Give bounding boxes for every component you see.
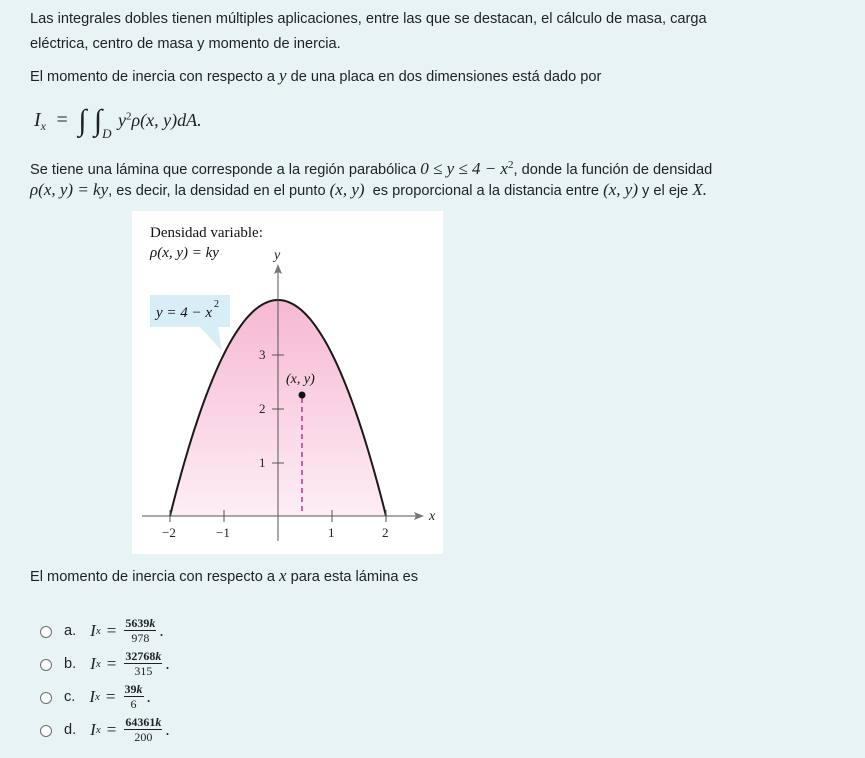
option-equals: =: [106, 654, 117, 673]
question-text: El momento de inercia con respecto a: [30, 569, 280, 585]
point-label: (x, y): [286, 372, 315, 387]
option-numerator: 64361k: [125, 715, 162, 729]
option-denominator: 6: [130, 697, 137, 711]
option-fraction: [124, 650, 162, 678]
option-radio[interactable]: [40, 692, 52, 704]
option-fraction: [124, 683, 144, 711]
lamina-line-2: [30, 178, 707, 203]
x-tick-1: 1: [328, 525, 335, 540]
option-denominator: 315: [134, 664, 153, 678]
option-period: .: [159, 621, 164, 640]
formula-region: D: [102, 126, 112, 142]
lamina-text-b: , donde la función de densidad: [513, 161, 713, 178]
x-tick-2: 2: [382, 525, 389, 540]
formula-lhs: I: [34, 109, 41, 131]
lamina-figure: [132, 211, 443, 554]
formula-lhs-sub: x: [40, 119, 46, 134]
option-lhs-sub: x: [95, 724, 101, 736]
option-0[interactable]: [40, 617, 164, 645]
curve-label-pointer: [200, 327, 222, 351]
y-tick-3: 3: [259, 347, 266, 362]
option-period: .: [146, 687, 151, 706]
question-var: x: [279, 566, 287, 585]
option-formula: [90, 650, 169, 678]
formula-integrals: ∫ ∫: [78, 104, 103, 137]
lamina-graph: [132, 211, 443, 554]
y-axis-label: y: [274, 248, 281, 263]
x-axis-label: x: [429, 509, 436, 524]
figure-density: ρ(x, y) = ky: [150, 245, 219, 261]
intro-line-1: Las integrales dobles tienen múltiples aplicaciones, entre las que se destacan, el cálculo de masa, carga: [30, 11, 707, 27]
option-numerator: 32768k: [125, 649, 162, 663]
option-denominator: 200: [134, 730, 153, 744]
option-fraction: [124, 716, 162, 744]
option-numerator: 5639k: [125, 616, 156, 630]
option-radio[interactable]: [40, 626, 52, 638]
x-tick-neg2: −2: [162, 525, 176, 540]
option-lhs: I: [89, 687, 96, 706]
point-math-2: (x, y): [603, 180, 638, 199]
lamina-text-e: y el eje: [638, 183, 693, 199]
curve-label-exp: 2: [214, 299, 219, 310]
option-letter: b.: [64, 656, 77, 672]
option-equals: =: [106, 621, 117, 640]
formula-rest: ρ(x, y)dA.: [131, 110, 202, 130]
option-formula: [90, 716, 169, 744]
axis-x-math: X.: [692, 180, 707, 199]
point-marker: [299, 392, 306, 399]
formula-eq: =: [56, 109, 68, 131]
formula-integrand-exp: 2: [125, 110, 132, 123]
moment-def-var: y: [279, 66, 287, 85]
option-radio[interactable]: [40, 725, 52, 737]
lamina-text-a: Se tiene una lámina que corresponde a la región parabólica: [30, 161, 421, 178]
question-line: [30, 564, 418, 589]
option-formula: [89, 683, 150, 711]
option-3[interactable]: [40, 716, 170, 744]
lamina-region-exp: 2: [507, 159, 514, 171]
option-radio[interactable]: [40, 659, 52, 671]
option-1[interactable]: [40, 650, 170, 678]
option-letter: a.: [64, 623, 77, 639]
figure-title: Densidad variable:: [150, 225, 263, 241]
moment-def-text: El momento de inercia con respecto a: [30, 69, 280, 85]
option-lhs-sub: x: [95, 691, 100, 703]
lamina-region-math: 0 ≤ y ≤ 4 − x: [420, 158, 508, 178]
option-equals: =: [106, 720, 117, 739]
option-2[interactable]: [40, 683, 151, 711]
option-period: .: [165, 654, 170, 673]
curve-label: y = 4 − x: [156, 305, 213, 321]
option-formula: [90, 617, 163, 645]
density-math: ρ(x, y) = ky: [30, 180, 109, 199]
inertia-formula: [34, 100, 202, 140]
moment-definition: [30, 64, 601, 89]
option-letter: c.: [64, 689, 76, 705]
option-lhs-sub: x: [95, 658, 101, 670]
option-letter: d.: [64, 722, 77, 738]
x-tick-neg1: −1: [216, 525, 230, 540]
lamina-text-c: , es decir, la densidad en el punto: [108, 183, 330, 199]
option-lhs: I: [90, 654, 96, 673]
y-tick-1: 1: [259, 455, 266, 470]
option-period: .: [165, 720, 170, 739]
point-math: (x, y): [329, 180, 365, 199]
option-lhs-sub: x: [95, 625, 101, 637]
formula-integrand: y: [117, 110, 126, 130]
y-tick-2: 2: [259, 401, 266, 416]
option-lhs: I: [90, 621, 96, 640]
option-denominator: 978: [131, 631, 150, 645]
option-lhs: I: [90, 720, 96, 739]
option-equals: =: [105, 687, 116, 706]
moment-def-text-after: de una placa en dos dimensiones está dado por: [286, 69, 602, 85]
intro-line-2: eléctrica, centro de masa y momento de inercia.: [30, 36, 341, 52]
lamina-text-d: es proporcional a la distancia entre: [364, 183, 604, 199]
option-numerator: 39k: [124, 682, 143, 696]
question-text-after: para esta lámina es: [286, 569, 419, 585]
option-fraction: [124, 617, 156, 645]
